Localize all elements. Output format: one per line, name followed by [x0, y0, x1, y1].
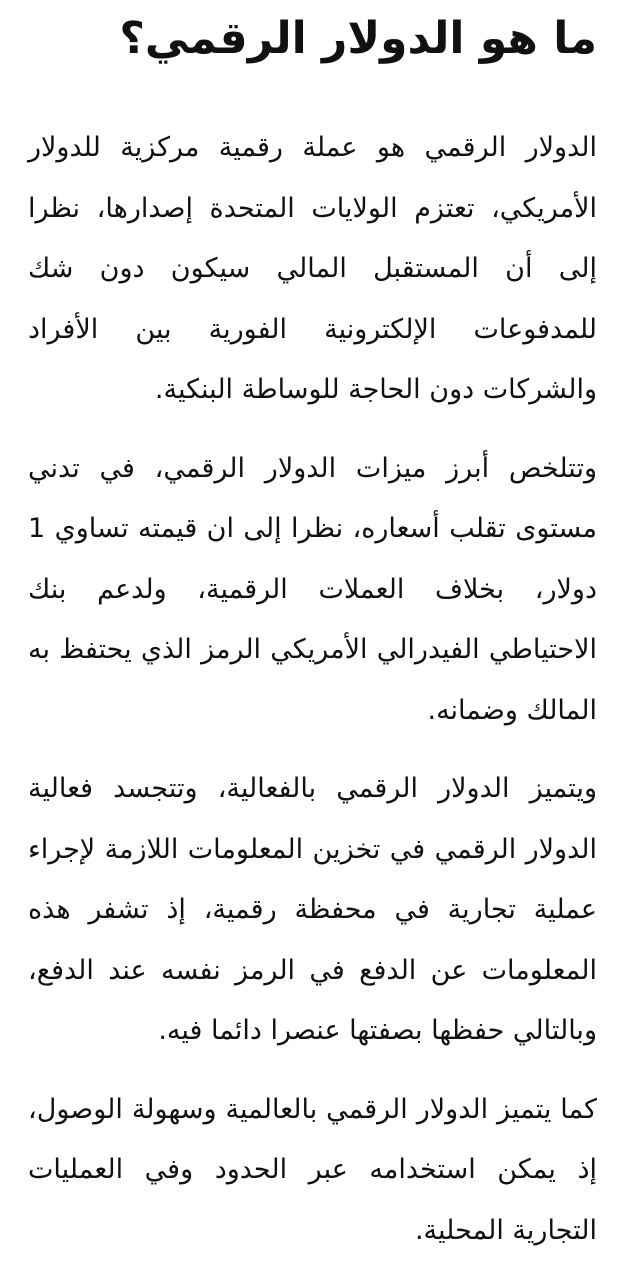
- article-paragraph-4: كما يتميز الدولار الرقمي بالعالمية وسهولة الوصول، إذ يمكن استخدامه عبر الحدود وفي العمليات التجارية المحلية.: [28, 1080, 597, 1261]
- article-title: ما هو الدولار الرقمي؟: [28, 0, 597, 72]
- article-paragraph-1: الدولار الرقمي هو عملة رقمية مركزية للدولار الأمريكي، تعتزم الولايات المتحدة إصدارها، نظرا إلى أن المستقبل المالي سيكون دون شك للمدفوعات الإلكترونية الفورية بين الأفراد والشركات دون الحاجة للوساطة البنكية.: [28, 118, 597, 421]
- article-paragraph-2: وتتلخص أبرز ميزات الدولار الرقمي، في تدني مستوى تقلب أسعاره، نظرا إلى ان قيمته تساوي 1 دولار، بخلاف العملات الرقمية، ولدعم بنك الاحتياطي الفيدرالي الأمريكي الرمز الذي يحتفظ به المالك وضمانه.: [28, 439, 597, 742]
- article-page: [28, 0, 597, 1200]
- article-body: [28, 118, 597, 1261]
- article-paragraph-3: ويتميز الدولار الرقمي بالفعالية، وتتجسد فعالية الدولار الرقمي في تخزين المعلومات اللازمة لإجراء عملية تجارية في محفظة رقمية، إذ تشفر هذه المعلومات عن الدفع في الرمز نفسه عند الدفع، وبالتالي حفظها بصفتها عنصرا دائما فيه.: [28, 759, 597, 1062]
